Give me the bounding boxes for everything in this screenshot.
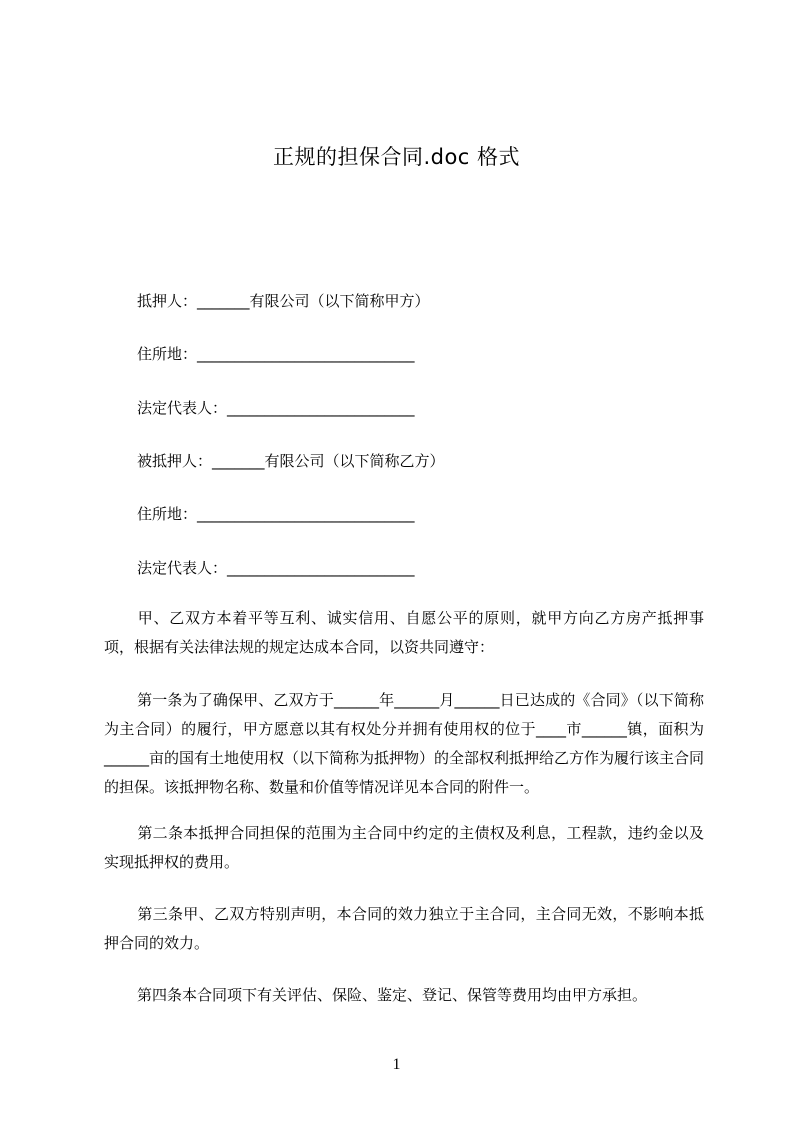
article-2-text: 第二条本抵押合同担保的范围为主合同中约定的主债权及利息，工程款，违约金以及实现抵押权的费用。 [104, 824, 704, 871]
mortgagor-representative-line: 法定代表人：_________________________ [137, 399, 415, 417]
article-4-paragraph: 第四条本合同项下有关评估、保险、鉴定、登记、保管等费用均由甲方承担。 [137, 986, 648, 1004]
preamble-paragraph [104, 604, 704, 662]
mortgagee-representative-line: 法定代表人：_________________________ [137, 559, 415, 577]
mortgagee-line: 被抵押人：_______有限公司（以下简称乙方） [137, 452, 445, 470]
page-number: 1 [392, 1056, 401, 1073]
article-3-paragraph [104, 900, 704, 958]
mortgagor-line: 抵押人：_______有限公司（以下简称甲方） [137, 292, 430, 310]
article-3-text: 第三条甲、乙双方特别声明，本合同的效力独立于主合同，主合同无效，不影响本抵押合同的效力。 [104, 905, 704, 952]
mortgagor-address-line: 住所地：_____________________________ [137, 345, 415, 363]
document-title: 正规的担保合同.doc 格式 [272, 145, 521, 169]
article-1-paragraph [104, 686, 704, 802]
mortgagee-address-line: 住所地：_____________________________ [137, 505, 415, 523]
preamble-text: 甲、乙双方本着平等互利、诚实信用、自愿公平的原则，就甲方向乙方房产抵押事项，根据有关法律法规的规定达成本合同，以资共同遵守： [104, 609, 704, 656]
article-2-paragraph [104, 819, 704, 877]
article-1-text: 第一条为了确保甲、乙双方于______年______月______日已达成的《合同》（以下简称为主合同）的履行，甲方愿意以其有权处分并拥有使用权的位于____市______镇，面积为______亩的国有土地使用权（以下简称为抵押物）的全部权利抵押给乙方作为履行该主合同的担保。该抵押物名称、数量和价值等情况详见本合同的附件一。 [104, 691, 705, 796]
